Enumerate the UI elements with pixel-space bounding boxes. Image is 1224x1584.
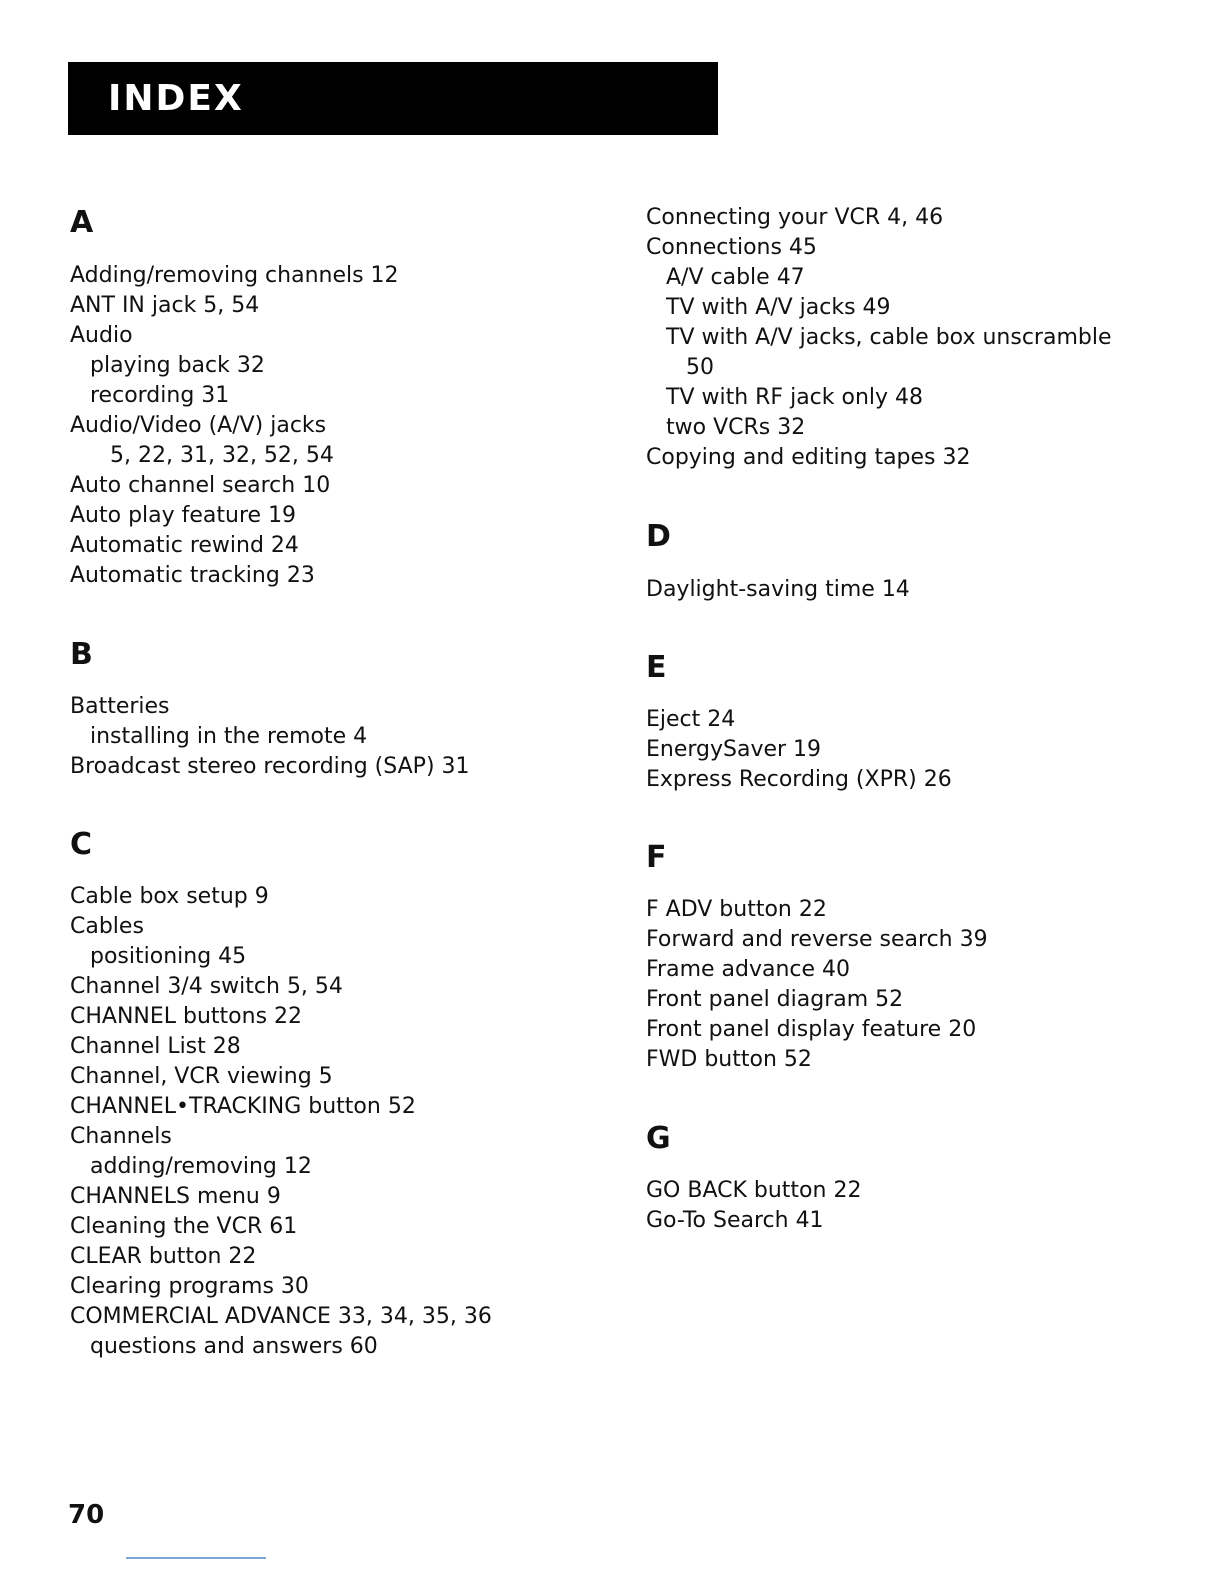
index-continuation: 5, 22, 31, 32, 52, 54	[110, 443, 334, 468]
section-letter-f: F	[646, 840, 667, 875]
section-letter-e: E	[646, 650, 667, 685]
index-entry: Front panel diagram 52	[646, 987, 904, 1012]
index-entry: Auto play feature 19	[70, 503, 297, 528]
section-letter-a: A	[70, 205, 94, 240]
index-entry: CLEAR button 22	[70, 1244, 257, 1269]
index-entry: ANT IN jack 5, 54	[70, 293, 260, 318]
index-subentry: TV with A/V jacks 49	[666, 295, 891, 320]
index-subentry: recording 31	[90, 383, 230, 408]
index-entry: Cable box setup 9	[70, 884, 269, 909]
index-subentry: A/V cable 47	[666, 265, 805, 290]
page-title: INDEX	[108, 78, 244, 119]
index-subentry: installing in the remote 4	[90, 724, 368, 749]
index-entry: Adding/removing channels 12	[70, 263, 399, 288]
section-letter-g: G	[646, 1121, 671, 1156]
index-entry: Audio/Video (A/V) jacks	[70, 413, 327, 438]
index-entry: Broadcast stereo recording (SAP) 31	[70, 754, 470, 779]
section-letter-d: D	[646, 519, 671, 554]
index-entry: Daylight-saving time 14	[646, 577, 910, 602]
index-entry: Cables	[70, 914, 144, 939]
index-entry: EnergySaver 19	[646, 737, 822, 762]
index-subentry: two VCRs 32	[666, 415, 806, 440]
index-subentry: questions and answers 60	[90, 1334, 378, 1359]
index-entry: Channel 3/4 switch 5, 54	[70, 974, 343, 999]
index-entry: Batteries	[70, 694, 170, 719]
index-entry: Connecting your VCR 4, 46	[646, 205, 944, 230]
index-subentry: TV with A/V jacks, cable box unscramble	[666, 325, 1112, 350]
section-letter-b: B	[70, 637, 93, 672]
index-entry: Audio	[70, 323, 133, 348]
index-entry: GO BACK button 22	[646, 1178, 862, 1203]
index-entry: F ADV button 22	[646, 897, 827, 922]
index-entry: Auto channel search 10	[70, 473, 331, 498]
index-entry: Front panel display feature 20	[646, 1017, 977, 1042]
index-header-bar	[68, 62, 718, 135]
index-entry: Clearing programs 30	[70, 1274, 309, 1299]
index-entry: Channel List 28	[70, 1034, 241, 1059]
index-continuation: 50	[686, 355, 714, 380]
index-entry: Eject 24	[646, 707, 736, 732]
section-letter-c: C	[70, 827, 93, 862]
index-subentry: playing back 32	[90, 353, 265, 378]
index-entry: Connections 45	[646, 235, 817, 260]
page-number: 70	[68, 1500, 105, 1530]
index-entry: Cleaning the VCR 61	[70, 1214, 298, 1239]
index-subentry: positioning 45	[90, 944, 247, 969]
index-entry: Channel, VCR viewing 5	[70, 1064, 333, 1089]
index-entry: CHANNEL buttons 22	[70, 1004, 303, 1029]
index-entry: CHANNEL•TRACKING button 52	[70, 1094, 416, 1119]
index-subentry: adding/removing 12	[90, 1154, 312, 1179]
index-entry: Forward and reverse search 39	[646, 927, 988, 952]
index-entry: Frame advance 40	[646, 957, 851, 982]
index-entry: Express Recording (XPR) 26	[646, 767, 952, 792]
index-entry: CHANNELS menu 9	[70, 1184, 281, 1209]
index-entry: Automatic tracking 23	[70, 563, 315, 588]
index-entry: Automatic rewind 24	[70, 533, 299, 558]
index-subentry: TV with RF jack only 48	[666, 385, 924, 410]
index-entry: FWD button 52	[646, 1047, 812, 1072]
footer-rule	[126, 1557, 266, 1559]
index-entry: Go-To Search 41	[646, 1208, 824, 1233]
index-entry: Channels	[70, 1124, 172, 1149]
index-entry: Copying and editing tapes 32	[646, 445, 971, 470]
index-entry: COMMERCIAL ADVANCE 33, 34, 35, 36	[70, 1304, 492, 1329]
